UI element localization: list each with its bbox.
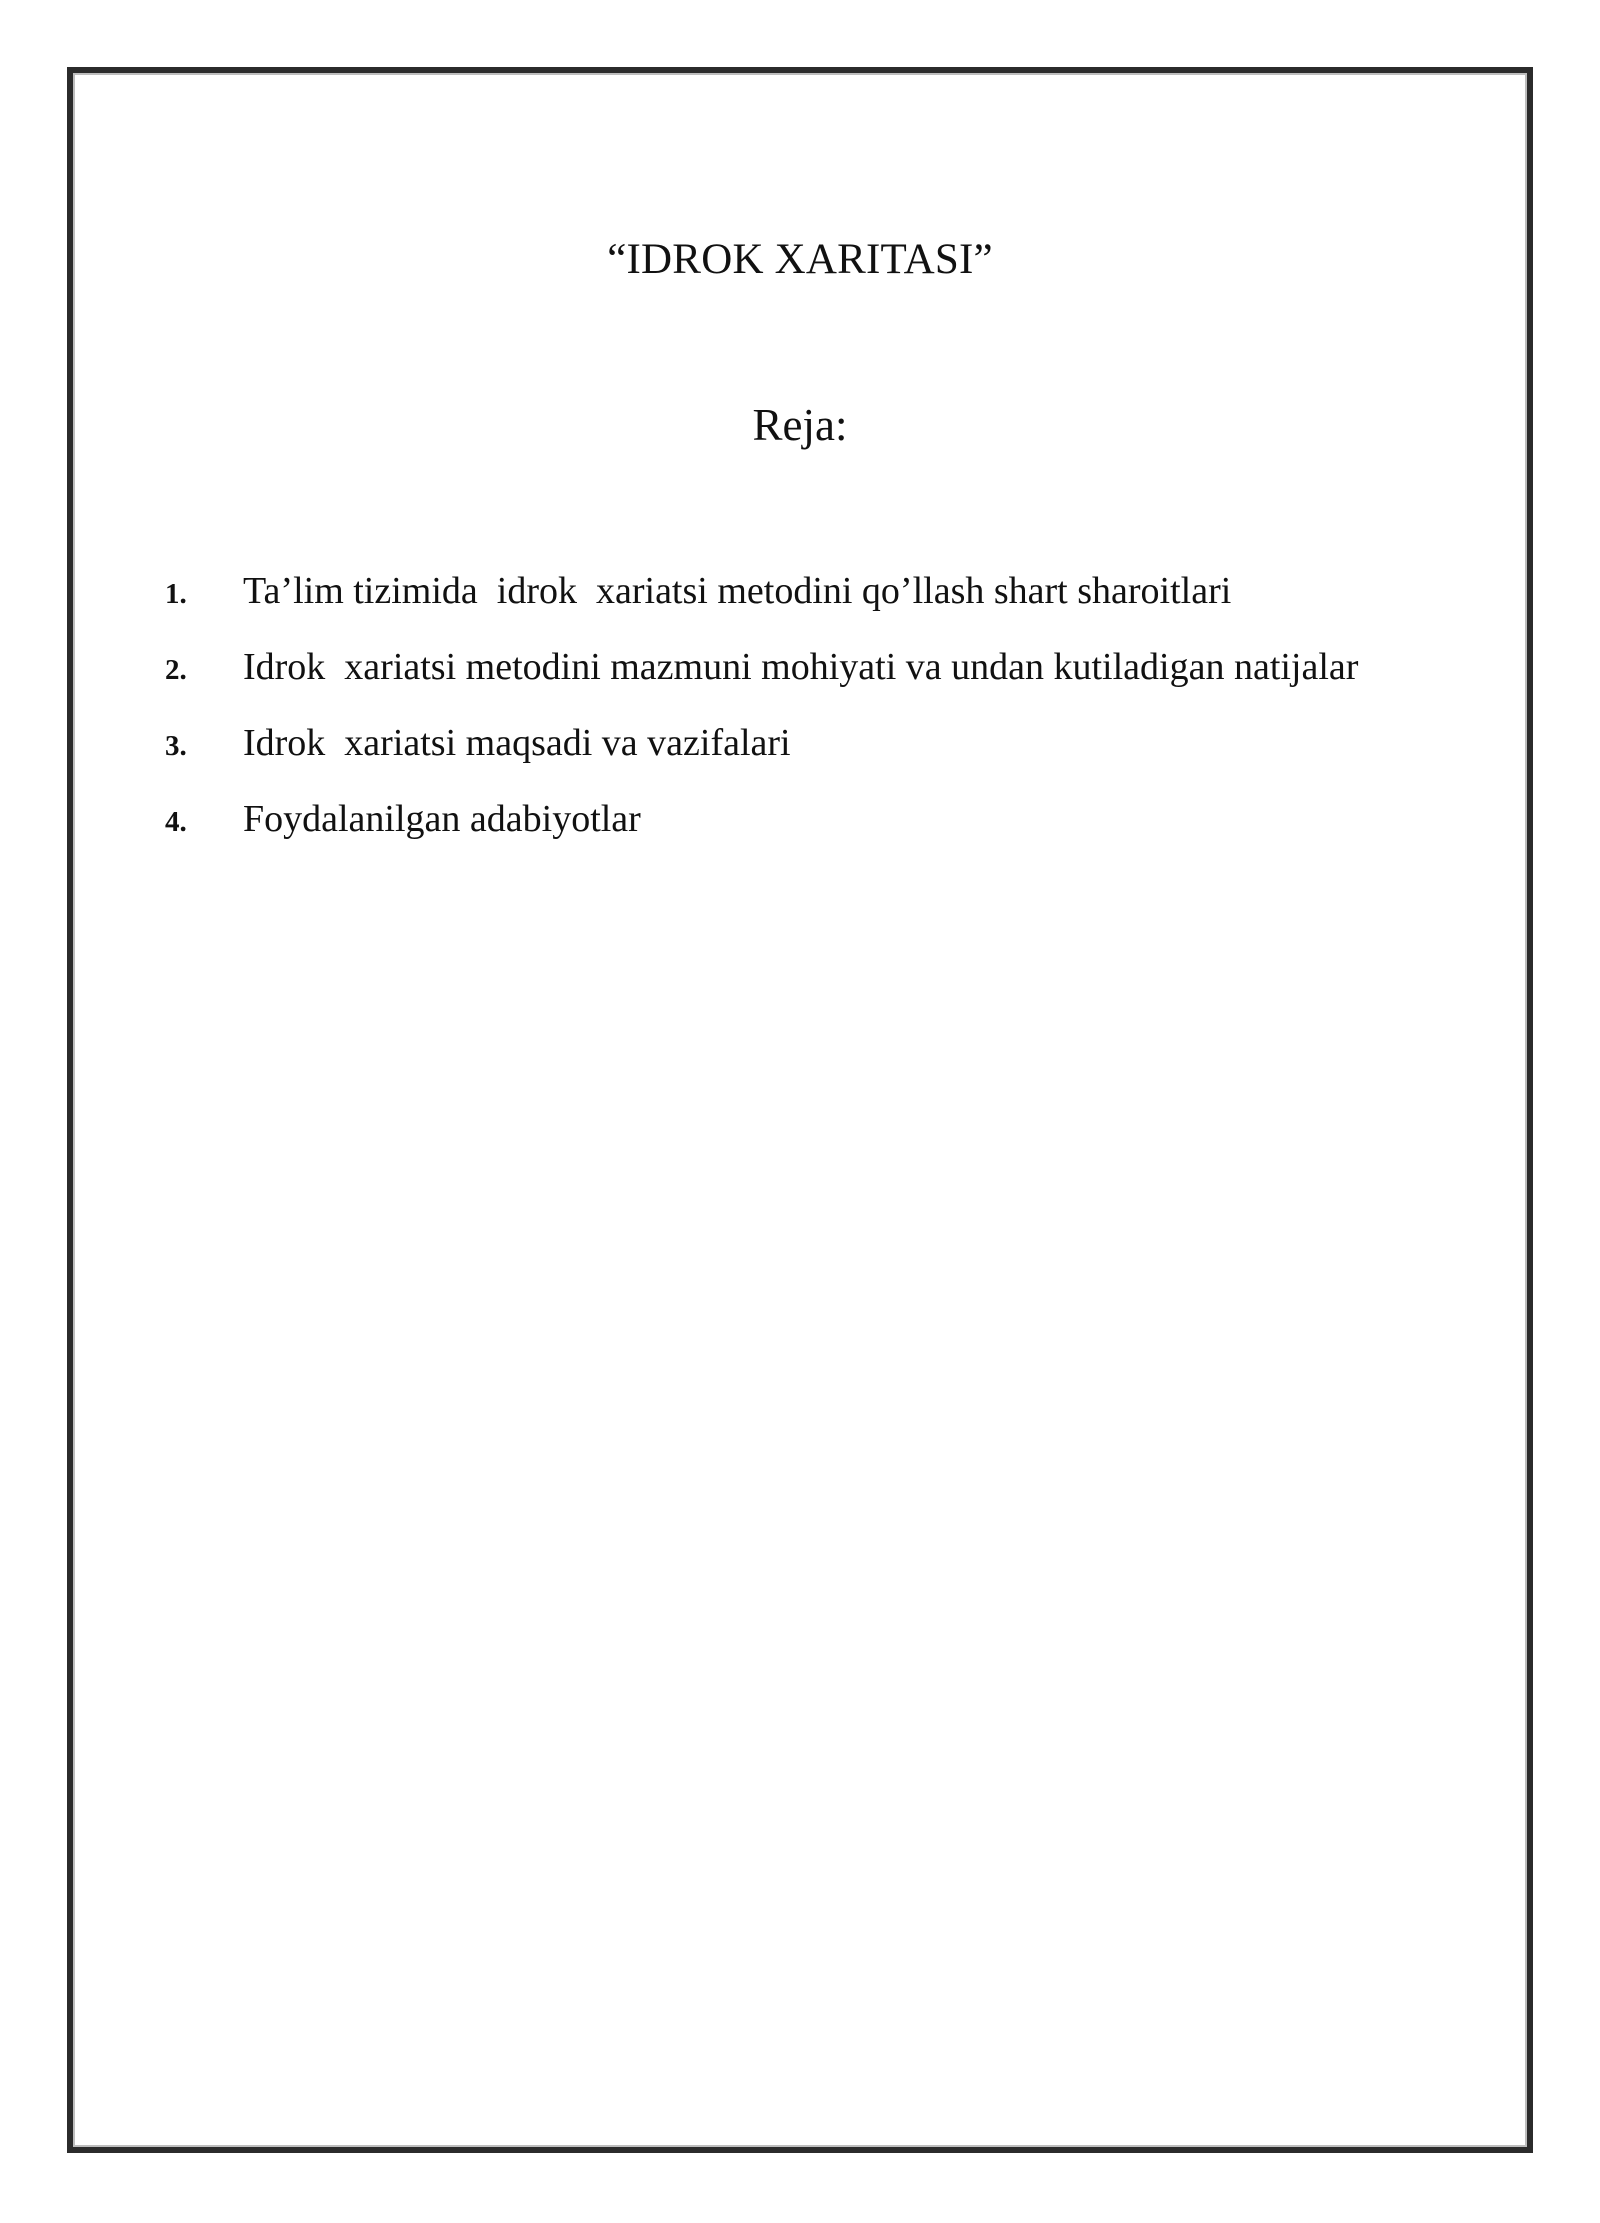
document-title: “IDROK XARITASI” xyxy=(607,236,993,283)
page-border xyxy=(67,67,1533,2153)
plan-item-4 xyxy=(165,783,1445,859)
plan-item-text: Ta’lim tizimida idrok xariatsi metodini qo’llash shart sharoitlari xyxy=(243,570,1232,612)
plan-item-2 xyxy=(165,631,1445,707)
plan-item-text: Idrok xariatsi metodini mazmuni mohiyati va undan kutiladigan natijalar xyxy=(243,646,1359,688)
plan-item-number: 2. xyxy=(165,654,187,686)
plan-item-1 xyxy=(165,555,1445,631)
plan-item-text: Foydalanilgan adabiyotlar xyxy=(243,798,641,840)
plan-item-number: 3. xyxy=(165,730,187,762)
plan-heading: Reja: xyxy=(752,400,848,450)
plan-item-text: Idrok xariatsi maqsadi va vazifalari xyxy=(243,722,791,764)
plan-item-number: 4. xyxy=(165,806,187,838)
plan-list xyxy=(165,555,1445,859)
plan-item-number: 1. xyxy=(165,578,187,610)
plan-item-3 xyxy=(165,707,1445,783)
